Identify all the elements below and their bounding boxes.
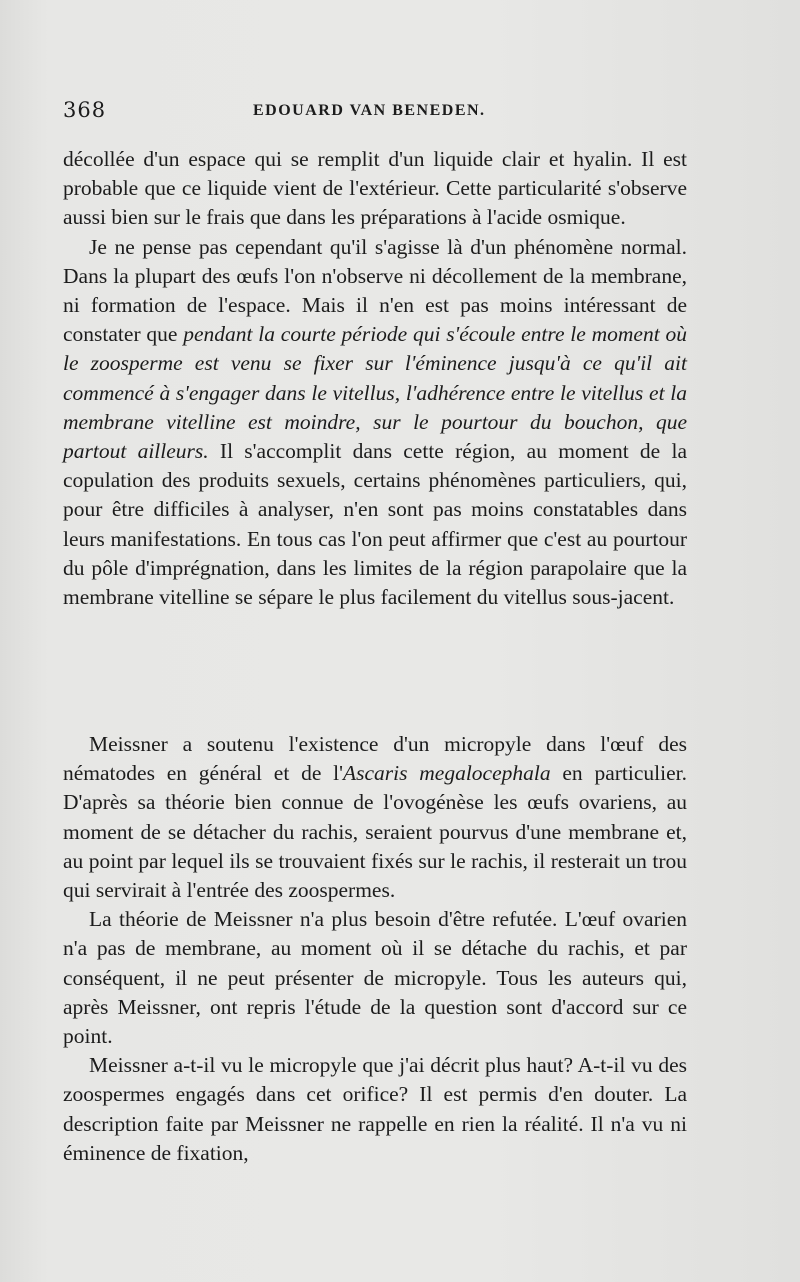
paragraph-adherence — [63, 233, 687, 613]
paragraph-text: en particulier. D'après sa théorie bien connue de l'ovogénèse les œufs ovariens, au moment de se détacher du rachis, seraient pourvus d'une membrane et, au point par lequel ils se trouvaient fixés sur le rachis, il resterait un trou qui servirait à l'entrée des zoospermes. — [63, 761, 687, 903]
paragraph-text: Je ne pense pas cependant qu'il s'agisse là d'un phénomène normal. Dans la plupart des œufs l'on n'observe ni décollement de la membrane, ni formation de l'espace. Mais il n'en est pas moins intéressant de constater que — [63, 234, 687, 347]
page-number: 368 — [63, 98, 107, 122]
page-header — [63, 98, 687, 128]
running-title: EDOUARD VAN BENEDEN. — [253, 102, 486, 119]
paragraph-continued — [63, 145, 687, 233]
paragraph-meissner-theory — [63, 905, 687, 1051]
paragraph-text: Meissner a-t-il vu le micropyle que j'ai décrit plus haut? A-t-il vu des zoospermes engagés dans cet orifice? Il est permis d'en douter. La description faite par Meissner ne rappelle en rien la réalité. Il n'a vu ni éminence de fixation, — [63, 1053, 687, 1165]
text-block-upper — [63, 145, 687, 612]
paragraph-italic-text: pendant la courte période qui s'écoule entre le moment où le zoosperme est venu se fixer sur l'éminence jusqu'à ce qu'il ait commencé à s'engager dans le vitellus, l'adhérence entre le vitellus et la membrane vitelline est moindre, sur le pourtour du bouchon, que partout ailleurs. — [63, 322, 687, 464]
text-block-lower — [63, 730, 687, 1168]
paragraph-text: Il s'accomplit dans cette région, au moment de la copulation des produits sexuels, certains phénomènes particuliers, qui, pour être difficiles à analyser, n'en sont pas moins constatables dans leurs manifestations. En tous cas l'on peut affirmer que c'est au pourtour du pôle d'imprégnation, dans les limites de la région parapolaire que la membrane vitelline se sépare le plus facilement du vitellus sous-jacent. — [63, 439, 688, 610]
paragraph-text: La théorie de Meissner n'a plus besoin d'être refutée. L'œuf ovarien n'a pas de membrane, au moment où il se détache du rachis, et par conséquent, il ne peut présenter de micropyle. Tous les auteurs qui, après Meissner, ont repris l'étude de la question sont d'accord sur ce point. — [63, 907, 687, 1049]
species-name: Ascaris megalocephala — [343, 761, 551, 786]
paragraph-meissner-micropyle — [63, 730, 687, 905]
paragraph-text: décollée d'un espace qui se remplit d'un liquide clair et hyalin. Il est probable que ce liquide vient de l'extérieur. Cette particularité s'observe aussi bien sur le frais que dans les préparations à l'acide osmique. — [63, 147, 687, 230]
paragraph-text: Meissner a soutenu l'existence d'un micropyle dans l'œuf des nématodes en général et de l' — [63, 732, 687, 786]
paragraph-meissner-question — [63, 1051, 687, 1168]
